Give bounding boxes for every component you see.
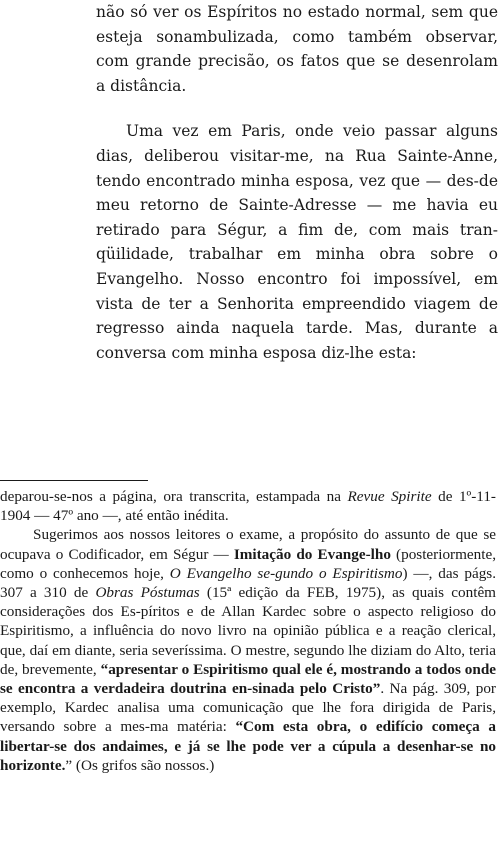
footnote-text: (posteriormente, como o conhecemos hoje, (0, 545, 496, 582)
footnote-text: ) —, das págs. 307 a 310 de (0, 564, 496, 602)
main-paragraph-2: Uma vez em Paris, onde veio passar alguns dias, deliberou visitar-me, na Rua Sainte-Anne, tendo encontrado minha esposa, vez que — des-de meu retorno de Sainte-Adresse — me havia eu retirado para Ségur, a fim de, com mais tran-qüilidade, trabalhar em minha obra sobre o Evangelho. Nosso encontro foi impossível, em vista de ter a Senhorita empreendido viagem de regresso ainda naquela tarde. Mas, durante a conversa com minha esposa diz-lhe esta: (96, 122, 498, 362)
quote-bold: “Com esta obra, o edifício começa a libertar-se dos andaimes, e já se lhe pode ver a cúpula a desenhar-se no horizonte. (0, 718, 496, 774)
book-title-bold: Imitação do Evange-lho (233, 545, 391, 563)
journal-title: Revue Spirite (347, 488, 432, 505)
footnote-text: deparou-se-nos a página, ora transcrita, estampada na (0, 488, 348, 505)
book-title-italic: O Evangelho se-gundo o Espiritismo (169, 564, 403, 582)
footnote-text: de 1º-11-1904 — 47º ano —, até então inédita. (0, 488, 496, 525)
footnote-text: (15ª edição da FEB, 1975), as quais contêm considerações dos Es-píritos e de Allan Kardec sobre o aspecto religioso do Espiritismo, a influência do novo livro na opinião pública e a reação clerical, que, daí em diante, seria severíssima. O mestre, segundo lhe diziam do Alto, teria de, brevemente, (0, 584, 497, 678)
quote-bold: “apresentar o Espiritismo qual ele é, mostrando a todos onde se encontra a verdadeira doutrina en-sinada pelo Cristo” (0, 660, 497, 698)
footnote-block (0, 487, 496, 775)
footnote-paragraph-1 (0, 487, 496, 525)
footnote-text: Sugerimos aos nossos leitores o exame, a propósito do assunto de que se ocupava o Codificador, em Ségur — (0, 526, 496, 563)
main-paragraph-1: não só ver os Espíritos no estado normal, sem que esteja sonambulizada, como também observar, com grande precisão, os fatos que se desenrolam a distância. (96, 3, 498, 95)
footnote-text: ” (Os grifos são nossos.) (65, 756, 215, 774)
footnote-text: . Na pág. 309, por exemplo, Kardec analisa uma comunicação que lhe fora dirigida de Paris, versando sobre a mes-ma matéria: (0, 680, 496, 736)
book-title-italic: Obras Póstumas (95, 584, 200, 602)
footnote-separator (0, 480, 148, 481)
footnote-paragraph-2 (0, 525, 496, 775)
main-text-block (96, 0, 498, 365)
